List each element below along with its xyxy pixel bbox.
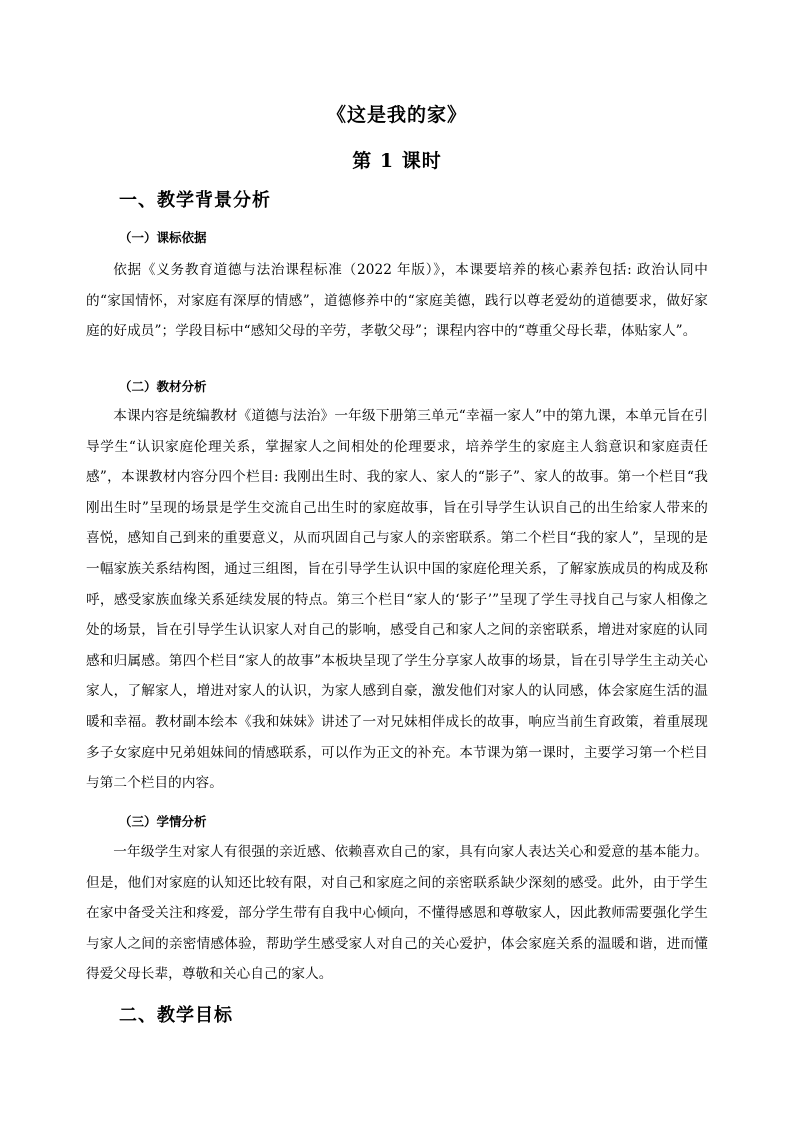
paragraph-textbook: 本课内容是统编教材《道德与法治》一年级下册第三单元“幸福一家人”中的第九课，本单元旨在引导学生“认识家庭伦理关系，掌握家人之间相处的伦理要求，培养学生的家庭主人翁意识和家庭责任感”，本课教材内容分四个栏目: 我刚出生时、我的家人、家人的“影子”、家人的故事。第一个栏目“我刚出生时”呈现的场景是学生交流自己出生时的家庭故事，旨在引导学生认识自己的出生给家人带来的喜悦，感知自己到来的重要意义，从而巩固自己与家人的亲密联系。第二个栏目“我的家人”，呈现的是一幅家族关系结构图，通过三组图，旨在引导学生认识中国的家庭伦理关系，了解家族成员的构成及称呼，感受家族血缘关系延续发展的特点。第三个栏目“家人的‘影子’”呈现了学生寻找自己与家人相像之处的场景，旨在引导学生认识家人对自己的影响，感受自己和家人之间的亲密联系，增进对家庭的认同感和归属感。第四个栏目“家人的故事”本板块呈现了学生分享家人故事的场景，旨在引导学生主动关心家人，了解家人，增进对家人的认识，为家人感到自豪，激发他们对家人的认同感，体会家庭生活的温暖和幸福。教材副本绘本《我和妹妹》讲述了一对兄妹相伴成长的故事，响应当前生育政策，着重展现多子女家庭中兄弟姐妹间的情感联系，可以作为正文的补充。本节课为第一课时，主要学习第一个栏目与第二个栏目的内容。 [86,408,708,792]
section-heading-background: 一、教学背景分析 [119,190,271,211]
paragraph-standards: 依据《义务教育道德与法治课程标准（2022 年版）》，本课要培养的核心素养包括: 政治认同中的“家国情怀，对家庭有深厚的情感”，道德修养中的“家庭美德，践行以尊老爱幼的道德要求，做好家庭的好成员”；学段目标中“感知父母的辛劳，孝敬父母”；课程内容中的“尊重父母长辈，体贴家人”。 [86,262,708,340]
subsection-heading-textbook: （二）教材分析 [119,379,207,394]
paragraph-students: 一年级学生对家人有很强的亲近感、依赖喜欢自己的家，具有向家人表达关心和爱意的基本能力。但是，他们对家庭的认知还比较有限，对自己和家庭之间的亲密联系缺少深刻的感受。此外，由于学生在家中备受关注和疼爱，部分学生带有自我中心倾向，不懂得感恩和尊敬家人，因此教师需要强化学生与家人之间的亲密情感体验，帮助学生感受家人对自己的关心爱护，体会家庭关系的温暖和谐，进而懂得爱父母长辈，尊敬和关心自己的家人。 [86,844,708,983]
subsection-heading-standards: （一）课标依据 [119,230,207,245]
subsection-heading-students: （三）学情分析 [119,814,207,829]
lesson-period: 第 1 课时 [352,150,442,172]
section-heading-objectives: 二、教学目标 [119,1005,233,1026]
document-title: 《这是我的家》 [326,104,467,126]
